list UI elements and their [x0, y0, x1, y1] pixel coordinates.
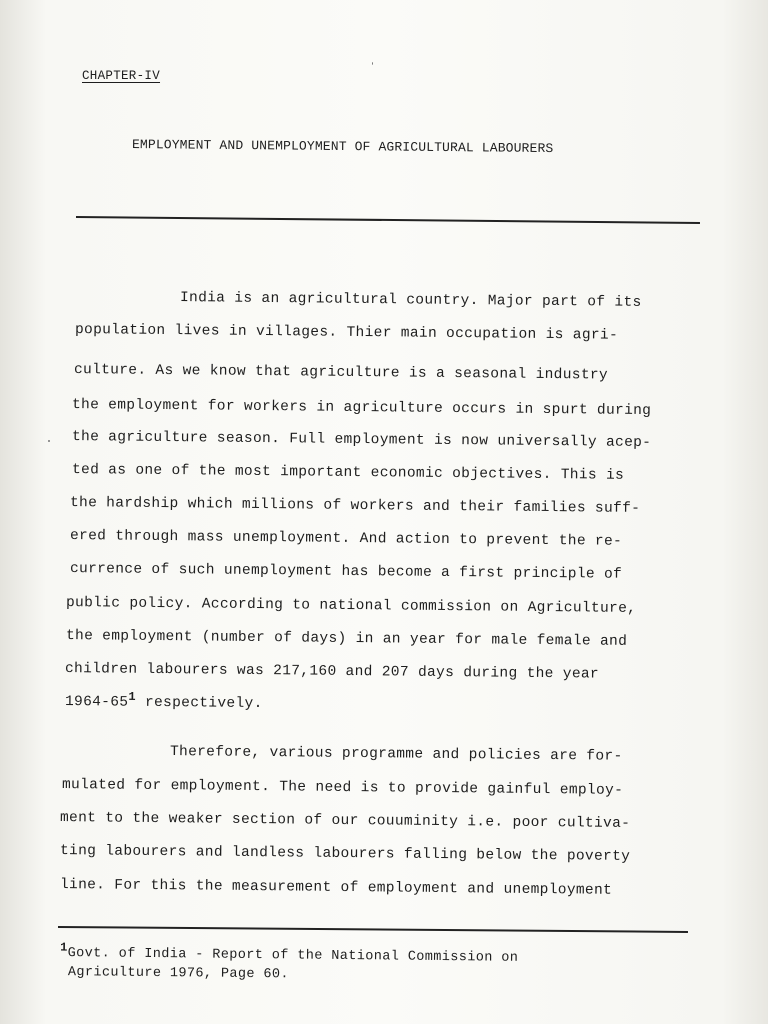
paragraph-line-last — [64, 689, 263, 713]
footnote-divider — [58, 926, 688, 932]
paragraph-line: the agriculture season. Full employment is now universally acep- — [71, 429, 652, 452]
page-title: EMPLOYMENT AND UNEMPLOYMENT OF AGRICULTURAL LABOURERS — [131, 137, 554, 157]
paragraph-line: ted as one of the most important economic objectives. This is — [71, 462, 625, 484]
paragraph-line: Therefore, various programme and policies are for- — [169, 744, 623, 765]
paragraph-line: the employment for workers in agriculture occurs in spurt during — [71, 397, 652, 420]
paragraph-line: currence of such unemployment has become a first principle of — [69, 561, 623, 583]
trailing-text: respectively. — [135, 694, 263, 713]
footnote-text-1: Govt. of India - Report of the National Commission on — [67, 946, 519, 966]
paragraph-line: culture. As we know that agriculture is a seasonal industry — [73, 362, 609, 384]
footnote-reference: 1 — [128, 689, 137, 704]
paragraph-line: population lives in villages. Thier main occupation is agri- — [74, 322, 619, 344]
paragraph-line: ting labourers and landless labourers falling below the poverty — [59, 843, 631, 865]
paragraph-line: line. For this the measurement of employment and unemployment — [59, 877, 613, 899]
paragraph-line: mulated for employment. The need is to provide gainful employ- — [61, 777, 624, 799]
title-divider — [76, 216, 700, 223]
paragraph-line: ment to the weaker section of our couuminity i.e. poor cultiva- — [59, 810, 631, 832]
paragraph-line: public policy. According to national commission on Agriculture, — [65, 595, 637, 617]
paragraph-line: ered through mass unemployment. And action to prevent the re- — [69, 528, 623, 550]
paragraph-line: India is an agricultural country. Major part of its — [179, 290, 642, 311]
paper-speck — [372, 62, 373, 65]
chapter-heading: CHAPTER-IV — [82, 69, 161, 83]
year-text: 1964-65 — [64, 694, 129, 711]
footnote-mark: 1 — [60, 940, 68, 955]
paragraph-line: the hardship which millions of workers and their families suff- — [69, 495, 641, 517]
paper-speck — [48, 440, 50, 442]
footnote — [60, 940, 519, 987]
footnote-line-2: Agriculture 1976, Page 60. — [67, 965, 290, 983]
paragraph-line: children labourers was 217,160 and 207 days during the year — [64, 661, 600, 683]
paragraph-line: the employment (number of days) in an year for male female and — [65, 628, 628, 650]
